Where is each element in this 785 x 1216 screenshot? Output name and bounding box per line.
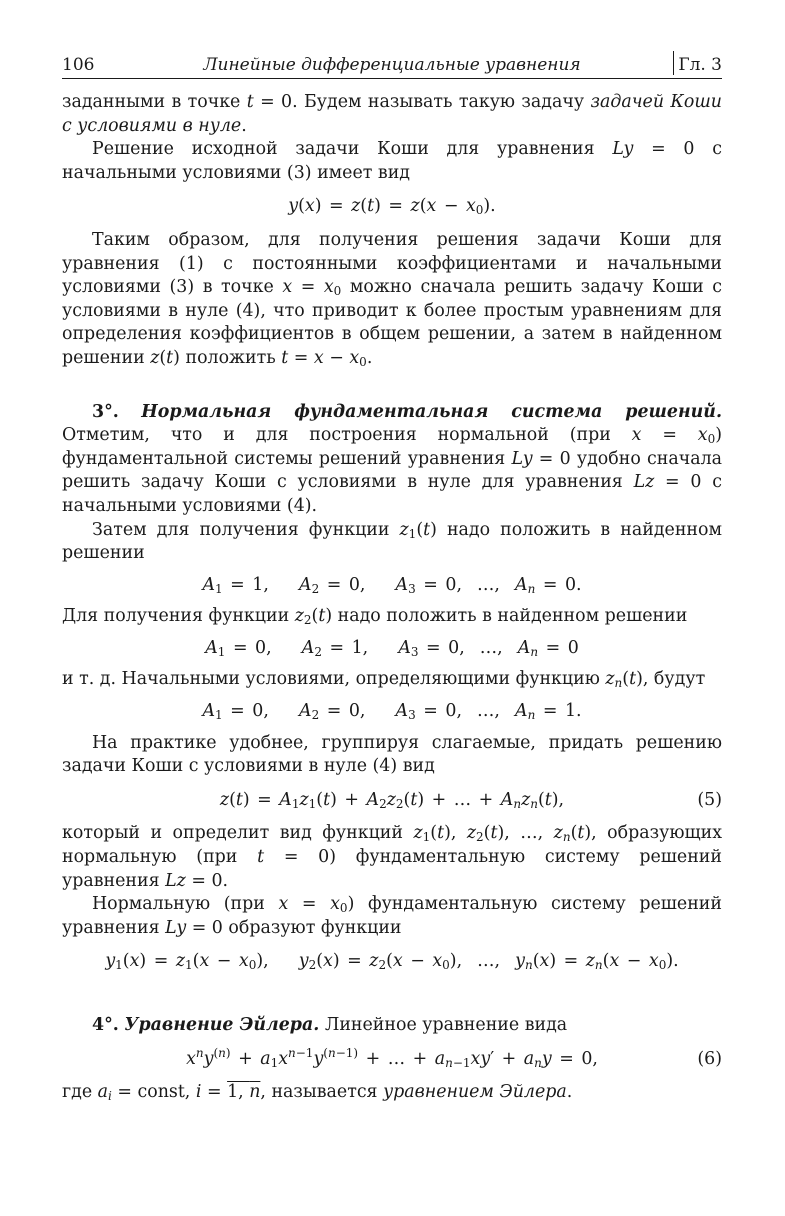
paragraph: который и определит вид функций $z_1(t)$, $z_2(t)$, …, $z_n(t)$, образующих нормальную (при t = 0) фундаментальную систему решений уравнения Lz = 0. bbox=[62, 823, 723, 891]
chapter-label: Гл. 3 bbox=[673, 51, 722, 75]
equation: $A_1 = 1$, $A_2 = 0$, $A_3 = 0$, …, $A_n = 0$. bbox=[202, 574, 582, 596]
paragraph: Нормальную (при $x = x_0$) фундаментальную систему решений уравнения Ly = 0 образуют функции bbox=[62, 894, 722, 938]
section-4: 4°. Уравнение Эйлера. Линейное уравнение вида bbox=[92, 1015, 568, 1035]
page-number: 106 bbox=[62, 55, 95, 75]
section-number: 3°. bbox=[92, 401, 119, 422]
running-head bbox=[62, 52, 722, 79]
equation: $A_1 = 0$, $A_2 = 1$, $A_3 = 0$, …, $A_n = 0$ bbox=[205, 637, 579, 659]
term-euler-equation: уравнением Эйлера bbox=[383, 1082, 567, 1103]
section-title: Уравнение Эйлера. bbox=[124, 1015, 320, 1035]
equation: $y(x) = z(t) = z(x - x_0)$. bbox=[288, 196, 496, 218]
section-3: 3°. Нормальная фундаментальная система решений. Отметим, что и для построения нормальной (при $x = x_0$) фундаментальной системы решений уравнения Ly = 0 удобно сначала решить задачу Коши с условиями в нуле для уравнения Lz = 0 с начальными условиями (4). bbox=[62, 401, 723, 516]
paragraph: заданными в точке t = 0. Будем называть такую задачу задачей Коши с условиями в нуле. bbox=[62, 92, 722, 136]
equation-5: $z(t) = A_1z_1(t) + A_2z_2(t)$ + … + $A_nz_n(t)$, (5) bbox=[219, 789, 722, 811]
equation-6: $x^ny^{(n)} + a_1x^{n-1}y^{(n-1)}$ + … + $a_{n-1}xy' + a_ny = 0$, (6) bbox=[186, 1045, 722, 1070]
paragraph: Таким образом, для получения решения задачи Коши для уравнения (1) с постоянными коэффициентами и начальными условиями (3) в точке $x = x_0$ можно сначала решить задачу Коши с условиями в нуле (4), что приводит к более простым уравнениям для определения коэффициентов в общем решении, а затем в найденном решении z(t) положить $t = x - x_0$. bbox=[62, 229, 722, 369]
term-cauchy-zero: задачей Коши с условиями в нуле bbox=[62, 92, 722, 136]
paragraph: где $a_i$ = const, i = 1, n, называется уравнением Эйлера. bbox=[62, 1082, 573, 1104]
paragraph: Затем для получения функции $z_1(t)$ надо положить в найденном решении bbox=[62, 519, 722, 564]
equation: $y_1(x) = z_1(x - x_0)$, $y_2(x) = z_2(x - x_0)$, …, $y_n(x) = z_n(x - x_0)$. bbox=[105, 951, 679, 973]
paragraph: и т. д. Начальными условиями, определяющими функцию $z_n(t)$, будут bbox=[62, 669, 706, 691]
running-title: Линейные дифференциальные уравнения bbox=[203, 55, 581, 75]
book-page bbox=[62, 52, 722, 1105]
paragraph: На практике удобнее, группируя слагаемые, придать решению задачи Коши с условиями в нуле (4) вид bbox=[62, 732, 722, 777]
equation-number: (5) bbox=[697, 789, 722, 810]
section-number: 4°. bbox=[92, 1015, 119, 1035]
equation-number: (6) bbox=[697, 1048, 722, 1069]
paragraph: Для получения функции $z_2(t)$ надо положить в найденном решении bbox=[62, 606, 688, 628]
equation: $A_1 = 0$, $A_2 = 0$, $A_3 = 0$, …, $A_n = 1$. bbox=[202, 701, 582, 723]
section-title: Нормальная фундаментальная система решений. bbox=[141, 401, 723, 422]
paragraph: Решение исходной задачи Коши для уравнения Ly = 0 с начальными условиями (3) имеет вид bbox=[62, 139, 722, 183]
